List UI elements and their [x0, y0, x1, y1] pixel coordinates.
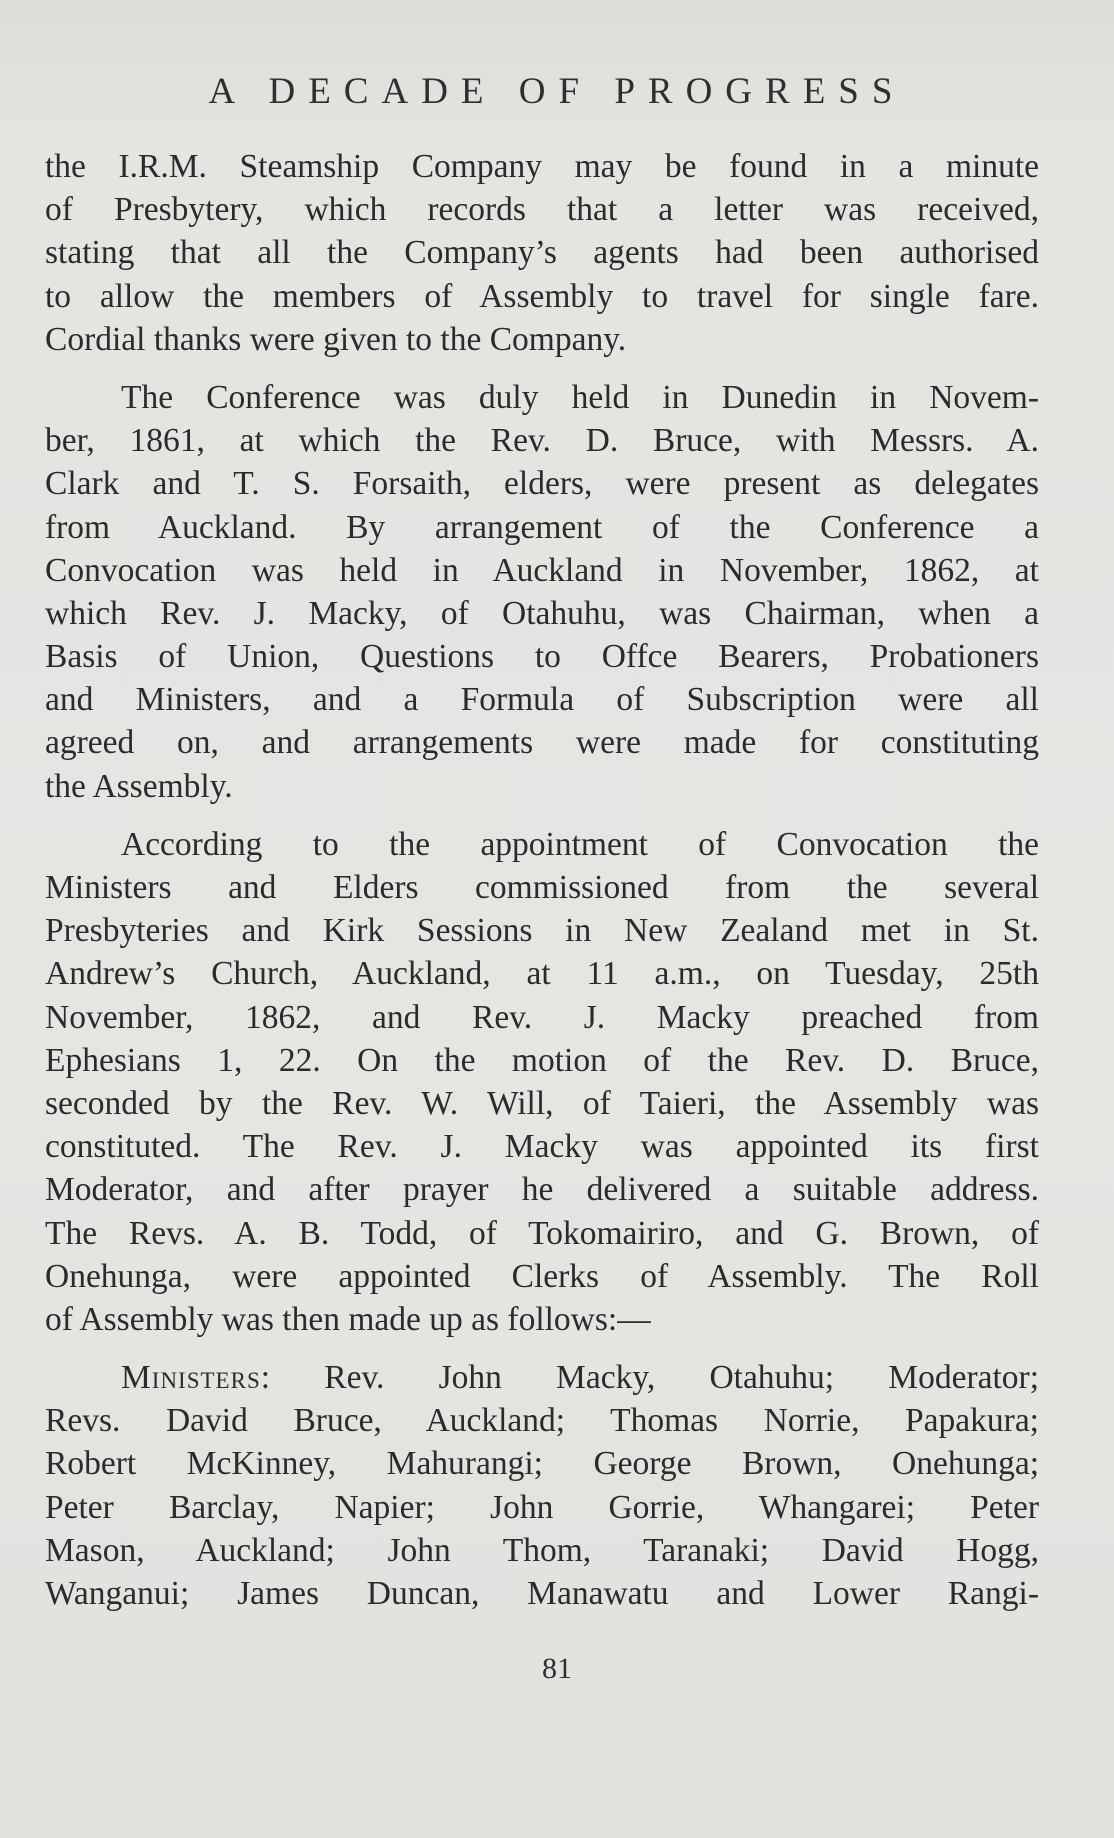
text-line: of Assembly was then made up as follows:— — [45, 1300, 651, 1338]
text-line: Peter Barclay, Napier; John Gorrie, Whangarei; Peter — [45, 1488, 1039, 1526]
text-line: agreed on, and arrangements were made for constituting — [45, 724, 1039, 762]
text-line: of Presbytery, which records that a letter was received, — [45, 191, 1039, 229]
text-line: Onehunga, were appointed Clerks of Assembly. The Roll — [45, 1257, 1039, 1295]
ministers-heading: Ministers — [121, 1359, 261, 1397]
text-line: to allow the members of Assembly to travel for single fare. — [45, 277, 1039, 315]
text-line — [45, 1356, 1039, 1399]
text-line: ber, 1861, at which the Rev. D. Bruce, with Messrs. A. — [45, 422, 1039, 460]
text-line: stating that all the Company’s agents had been authorised — [45, 234, 1039, 272]
text-line: and Ministers, and a Formula of Subscription were all — [45, 681, 1039, 719]
text-line: Mason, Auckland; John Thom, Taranaki; David Hogg, — [45, 1531, 1039, 1569]
text-line: which Rev. J. Macky, of Otahuhu, was Chairman, when a — [45, 594, 1039, 632]
paragraph-3 — [45, 823, 1039, 1341]
body-text — [45, 145, 1039, 1615]
text-line: the Assembly. — [45, 767, 233, 805]
text-line-rest: : Rev. John Macky, Otahuhu; Moderator; — [260, 1359, 1039, 1397]
text-line: Andrew’s Church, Auckland, at 11 a.m., on Tuesday, 25th — [45, 955, 1039, 993]
text-line: The Conference was duly held in Dunedin in Novem- — [121, 378, 1039, 416]
page-number: 81 — [542, 1652, 572, 1685]
text-line: Basis of Union, Questions to Offce Bearers, Probationers — [45, 638, 1039, 676]
text-line: The Revs. A. B. Todd, of Tokomairiro, and G. Brown, of — [45, 1214, 1039, 1252]
text-line: from Auckland. By arrangement of the Conference a — [45, 508, 1039, 546]
text-line: Revs. David Bruce, Auckland; Thomas Norrie, Papakura; — [45, 1402, 1039, 1440]
text-line: seconded by the Rev. W. Will, of Taieri, the Assembly was — [45, 1084, 1039, 1122]
text-line: Ministers and Elders commissioned from the several — [45, 869, 1039, 906]
text-line: According to the appointment of Convocation the — [121, 825, 1039, 863]
text-line: constituted. The Rev. J. Macky was appointed its first — [45, 1128, 1039, 1166]
text-line: Ephesians 1, 22. On the motion of the Rev. D. Bruce, — [45, 1041, 1039, 1079]
running-head: A DECADE OF PROGRESS — [208, 71, 906, 112]
text-line: Clark and T. S. Forsaith, elders, were present as delegates — [45, 465, 1039, 503]
paragraph-2 — [45, 376, 1039, 808]
text-line: Moderator, and after prayer he delivered a suitable address. — [45, 1171, 1039, 1209]
text-line: November, 1862, and Rev. J. Macky preached from — [45, 998, 1039, 1036]
text-line: Convocation was held in Auckland in November, 1862, at — [45, 551, 1039, 589]
text-line: Presbyteries and Kirk Sessions in New Zealand met in St. — [45, 912, 1039, 950]
text-line: Cordial thanks were given to the Company. — [45, 320, 627, 358]
paragraph-1 — [45, 145, 1039, 361]
paragraph-4 — [45, 1356, 1039, 1615]
text-line: Robert McKinney, Mahurangi; George Brown, Onehunga; — [45, 1445, 1039, 1483]
text-line: Wanganui; James Duncan, Manawatu and Lower Rangi- — [45, 1575, 1039, 1612]
text-line: the I.R.M. Steamship Company may be found in a minute — [45, 148, 1039, 185]
